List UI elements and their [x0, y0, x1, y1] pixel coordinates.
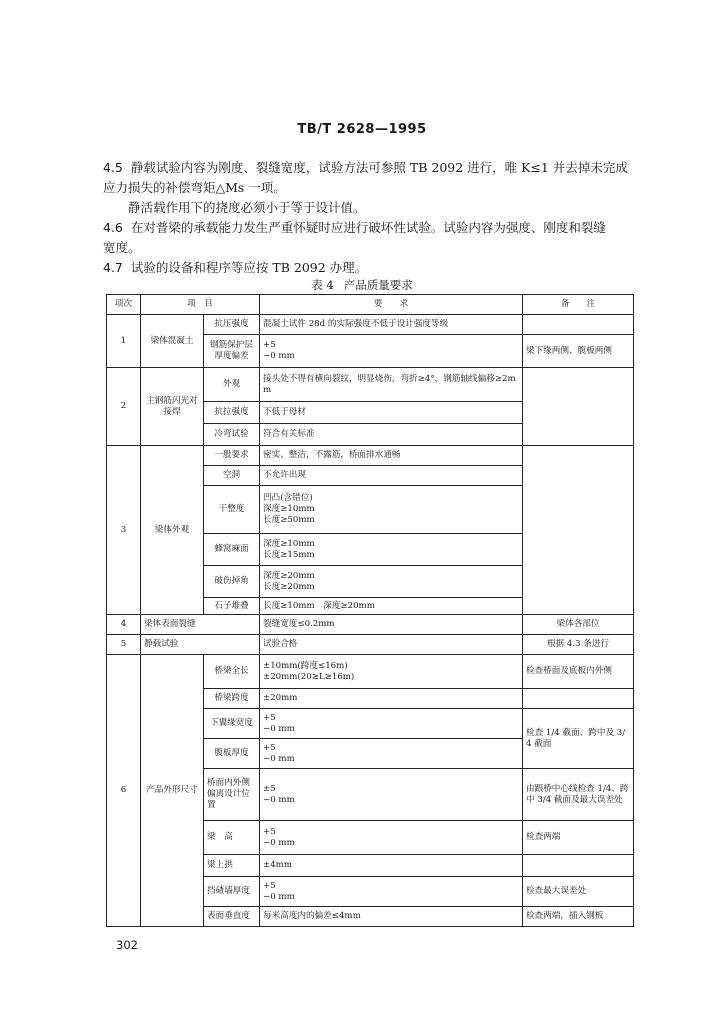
requirement-cell: 凹凸(含错位) 深度≥10mm 长度≥50mm	[260, 486, 523, 534]
item-cell: 桥梁全长	[204, 655, 260, 689]
seq-cell: 5	[107, 635, 141, 655]
item-cell: 梁 高	[204, 821, 260, 855]
item-cell: 桥面内外侧偏离设计位置	[204, 769, 260, 821]
item-cell: 表面垂直度	[204, 907, 260, 927]
item-cell: 蜂窝麻面	[204, 534, 260, 566]
paragraph	[103, 218, 633, 238]
requirement-cell: 深度≥20mm 长度≥20mm	[260, 566, 523, 598]
paragraph	[103, 258, 633, 278]
seq-cell: 4	[107, 615, 141, 635]
requirement-cell: 不允许出现	[260, 466, 523, 486]
seq-cell: 3	[107, 446, 141, 615]
note-cell: 检查两端	[523, 821, 634, 855]
item-cell: 空洞	[204, 466, 260, 486]
item-cell: 静载试验	[141, 635, 260, 655]
item-cell: 抗压强度	[204, 315, 260, 335]
page-number: 302	[116, 938, 138, 952]
item-cell: 破伤掉角	[204, 566, 260, 598]
table-header-row	[107, 295, 634, 315]
category-cell: 主钢筋闪光对接焊	[141, 368, 204, 446]
paragraph	[103, 178, 633, 198]
requirement-cell: 裂缝宽度≤0.2mm	[260, 615, 523, 635]
note-cell: 检查 1/4 截面、跨中及 3/4 截面	[523, 709, 634, 769]
requirement-cell: +5 −0 mm	[260, 877, 523, 907]
header-requirement: 要 求	[260, 295, 523, 315]
note-cell	[523, 368, 634, 446]
category-cell: 梁体外观	[141, 446, 204, 615]
category-cell: 产品外形尺寸	[141, 655, 204, 927]
requirement-cell: 深度≥10mm 长度≥15mm	[260, 534, 523, 566]
item-cell: 钢筋保护层厚度偏差	[204, 335, 260, 368]
paragraph-text: 宽度。	[103, 240, 141, 255]
note-cell	[523, 315, 634, 335]
clause-number: 4.7	[103, 260, 123, 275]
item-cell: 一般要求	[204, 446, 260, 466]
table-number: 表 4	[311, 278, 334, 292]
item-cell: 腹板厚度	[204, 739, 260, 769]
requirement-cell: +5 −0 mm	[260, 335, 523, 368]
paragraph	[103, 238, 633, 258]
item-cell: 外观	[204, 368, 260, 402]
paragraph-text: 试验的设备和程序等应按 TB 2092 办理。	[130, 260, 368, 275]
paragraph-text: 静载试验内容为刚度、裂缝宽度，试验方法可参照 TB 2092 进行，唯 K≤1 并去掉未完成	[130, 160, 628, 175]
note-cell: 梁下缘两侧、腹板两侧	[523, 335, 634, 368]
clause-number: 4.5	[103, 160, 123, 175]
item-cell: 冷弯试验	[204, 424, 260, 446]
table-row	[107, 635, 634, 655]
header-note: 备 注	[523, 295, 634, 315]
seq-cell: 6	[107, 655, 141, 927]
note-cell	[523, 689, 634, 709]
requirement-cell: 不低于母材	[260, 402, 523, 424]
header-seq: 项次	[107, 295, 141, 315]
seq-cell: 1	[107, 315, 141, 368]
requirement-cell: ±5 −0 mm	[260, 769, 523, 821]
item-cell: 挡碴墙厚度	[204, 877, 260, 907]
paragraph-text: 在对普梁的承载能力发生严重怀疑时应进行破坏性试验。试验内容为强度、刚度和裂缝	[130, 220, 606, 235]
requirement-cell: 长度≥10mm 深度≥20mm	[260, 598, 523, 615]
item-cell: 石子堆叠	[204, 598, 260, 615]
category-cell: 梁体混凝土	[141, 315, 204, 368]
note-cell	[523, 855, 634, 877]
table-row	[107, 315, 634, 335]
paragraph	[128, 198, 658, 218]
requirement-cell: 密实、整洁，不露筋，桥面排水通畅	[260, 446, 523, 466]
note-cell: 检查两端，插入钢板	[523, 907, 634, 927]
requirement-cell: +5 −0 mm	[260, 739, 523, 769]
requirement-cell: 每米高度内的偏差≤4mm	[260, 907, 523, 927]
item-cell: 桥梁跨度	[204, 689, 260, 709]
requirement-cell: 接头处不得有横向裂纹，明显烧伤，弯折≥4°，钢筋轴线偏移≥2mm	[260, 368, 523, 402]
table-row	[107, 368, 634, 402]
note-cell: 根据 4.3 条进行	[523, 635, 634, 655]
clause-number: 4.6	[103, 220, 123, 235]
table-caption	[0, 277, 724, 293]
item-cell: 干整度	[204, 486, 260, 534]
table-row	[107, 615, 634, 635]
requirement-cell: 符合有关标准	[260, 424, 523, 446]
note-cell: 梁体各部位	[523, 615, 634, 635]
requirement-cell: +5 −0 mm	[260, 821, 523, 855]
paragraph-text: 应力损失的补偿弯矩△Ms 一项。	[103, 180, 286, 195]
paragraph	[103, 158, 633, 178]
requirement-cell: ±10mm(跨度≤16m) ±20mm(20≥L≥16m)	[260, 655, 523, 689]
item-cell: 梁体表面裂缝	[141, 615, 260, 635]
note-cell	[523, 446, 634, 615]
seq-cell: 2	[107, 368, 141, 446]
item-cell: 抗拉强度	[204, 402, 260, 424]
note-cell: 检查桥面及底板内外侧	[523, 655, 634, 689]
requirement-cell: ±20mm	[260, 689, 523, 709]
item-cell: 梁上拱	[204, 855, 260, 877]
requirement-cell: +5 −0 mm	[260, 709, 523, 739]
item-cell: 下翼缘宽度	[204, 709, 260, 739]
note-cell: 由跟桥中心线检查 1/4、跨中 3/4 截面及最大误差处	[523, 769, 634, 821]
requirement-cell: 试验合格	[260, 635, 523, 655]
paragraph-text: 静活载作用下的挠度必须小于等于设计值。	[128, 200, 366, 215]
table-title: 产品质量要求	[343, 278, 413, 292]
quality-requirements-table	[106, 294, 634, 927]
table-row	[107, 446, 634, 466]
requirement-cell: ±4mm	[260, 855, 523, 877]
requirement-cell: 混凝土试件 28d 的实际强度不低于设计强度等级	[260, 315, 523, 335]
header-item: 项 目	[141, 295, 260, 315]
page-header: TB/T 2628—1995	[297, 122, 427, 137]
note-cell: 检查最大误差处	[523, 877, 634, 907]
table-row	[107, 655, 634, 689]
